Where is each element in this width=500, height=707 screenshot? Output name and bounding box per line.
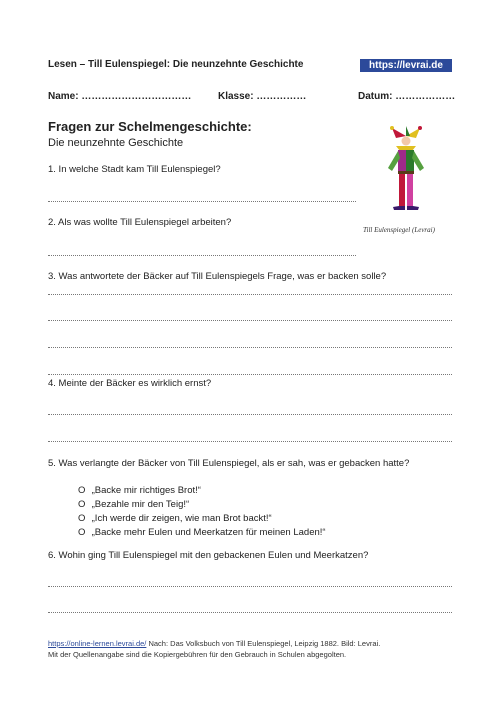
option-3[interactable]	[78, 513, 272, 524]
answer-line	[48, 586, 452, 587]
answer-line	[48, 374, 452, 375]
option-label: „Backe mir richtiges Brot!“	[91, 485, 201, 496]
option-2[interactable]	[78, 499, 189, 510]
image-caption: Till Eulenspiegel (Levrai)	[363, 226, 435, 234]
footer-source	[48, 639, 380, 648]
answer-line	[48, 320, 452, 321]
option-1[interactable]	[78, 485, 201, 496]
option-label: „Bezahle mir den Teig!“	[91, 499, 190, 510]
date-field: Datum: ………………	[358, 91, 456, 102]
website-badge[interactable]: https://levrai.de	[360, 59, 452, 72]
answer-line	[48, 347, 452, 348]
worksheet-title: Lesen – Till Eulenspiegel: Die neunzehnte Geschichte	[48, 59, 304, 70]
footer-source-text: Nach: Das Volksbuch von Till Eulenspiegel, Leipzig 1882. Bild: Levrai.	[146, 639, 381, 648]
option-circle-icon[interactable]: O	[78, 513, 86, 524]
jester-illustration	[378, 126, 434, 224]
question-4: 4. Meinte der Bäcker es wirklich ernst?	[48, 378, 212, 389]
question-1: 1. In welche Stadt kam Till Eulenspiegel?	[48, 164, 221, 175]
footer-link[interactable]: https://online-lernen.levrai.de/	[48, 639, 147, 648]
option-circle-icon[interactable]: O	[78, 485, 86, 496]
option-label: „Ich werde dir zeigen, wie man Brot backt!“	[91, 513, 272, 524]
answer-line	[48, 255, 356, 256]
question-5: 5. Was verlangte der Bäcker von Till Eulenspiegel, als er sah, was er gebacken hatte?	[48, 458, 410, 469]
answer-line	[48, 612, 452, 613]
question-2: 2. Als was wollte Till Eulenspiegel arbeiten?	[48, 217, 232, 228]
option-circle-icon[interactable]: O	[78, 527, 86, 538]
option-label: „Backe mehr Eulen und Meerkatzen für meinen Laden!“	[91, 527, 326, 538]
option-circle-icon[interactable]: O	[78, 499, 86, 510]
page-heading: Fragen zur Schelmengeschichte:	[48, 119, 252, 134]
name-field: Name: ……………………………	[48, 91, 192, 102]
answer-line	[48, 294, 452, 295]
question-6: 6. Wohin ging Till Eulenspiegel mit den gebackenen Eulen und Meerkatzen?	[48, 550, 369, 561]
question-3: 3. Was antwortete der Bäcker auf Till Eulenspiegels Frage, was er backen solle?	[48, 271, 387, 282]
answer-line	[48, 414, 452, 415]
footer-note: Mit der Quellenangabe sind die Kopiergebühren für den Gebrauch in Schulen abgegolten.	[48, 650, 347, 659]
option-4[interactable]	[78, 527, 326, 538]
answer-line	[48, 441, 452, 442]
class-field: Klasse: ……………	[218, 91, 307, 102]
answer-line	[48, 201, 356, 202]
page-subheading: Die neunzehnte Geschichte	[48, 137, 184, 149]
